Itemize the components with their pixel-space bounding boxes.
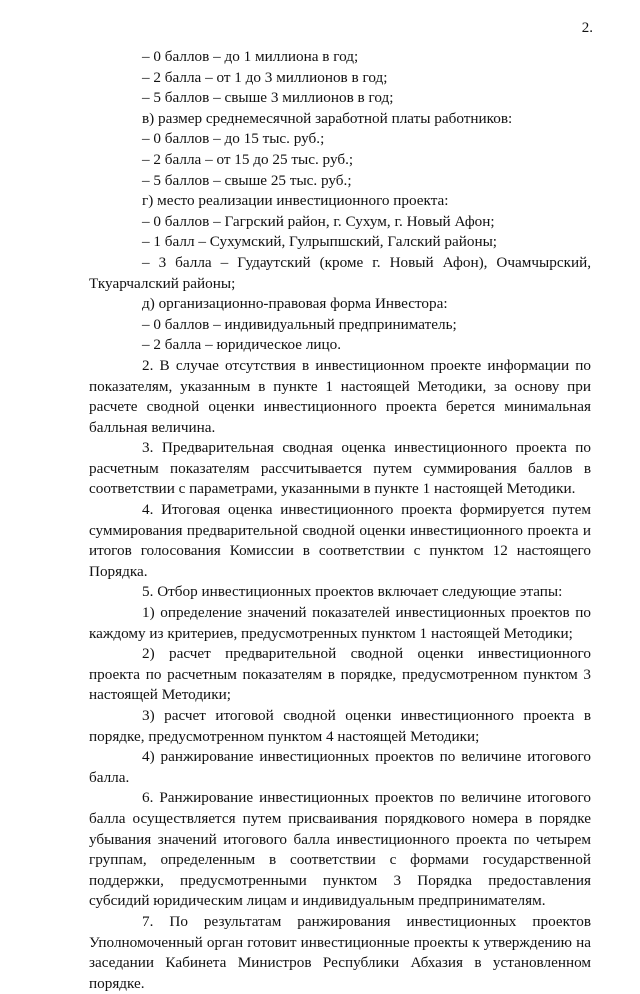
- paragraph-5-step-2: 2) расчет предварительной сводной оценки инвестиционного проекта по расчетным показателям в порядке, предусмотренном пунктом 3 настоящей Методики;: [89, 645, 591, 704]
- paragraph-5: 5. Отбор инвестиционных проектов включает следующие этапы:: [142, 583, 563, 601]
- paragraph-5-step-1: 1) определение значений показателей инвестиционных проектов по каждому из критериев, предусмотренных пунктом 1 настоящей Методики;: [89, 604, 591, 642]
- paragraph-4: 4. Итоговая оценка инвестиционного проекта формируется путем суммирования предварительной сводной оценки инвестиционного проекта и итогов голосования Комиссии в соответствии с пунктом 12 настоящего Порядка.: [89, 501, 591, 580]
- criterion-place-heading: г) место реализации инвестиционного проекта:: [142, 192, 449, 210]
- paragraph-5-step-3: 3) расчет итоговой сводной оценки инвестиционного проекта в порядке, предусмотренном пунктом 4 настоящей Методики;: [89, 707, 591, 745]
- criterion-form-item: – 0 баллов – индивидуальный предприниматель;: [142, 315, 457, 333]
- criterion-place-item: – 3 балла – Гудаутский (кроме г. Новый Афон), Очамчырский, Ткуарчалский районы;: [89, 253, 591, 292]
- paragraph-7: 7. По результатам ранжирования инвестиционных проектов Уполномоченный орган готовит инвестиционные проекты к утверждению на заседании Кабинета Министров Республики Абхазия в установленном порядке.: [89, 912, 591, 992]
- paragraph-6: 6. Ранжирование инвестиционных проектов по величине итогового балла осуществляется путем присваивания порядкового номера в порядке убывания значений итогового балла инвестиционного проекта по четырем группам, определенным в соответствии с формами государственной поддержки, предусмотренными пунктом 3 Порядка предоставления субсидий юридическим лицам и индивидуальным предпринимателям.: [89, 789, 591, 910]
- criterion-salary-item: – 2 балла – от 15 до 25 тыс. руб.;: [142, 150, 354, 168]
- criterion-place-item: – 0 баллов – Гагрский район, г. Сухум, г. Новый Афон;: [142, 212, 495, 230]
- criterion-income-item: – 5 баллов – свыше 3 миллионов в год;: [142, 89, 394, 107]
- criterion-place-item: – 1 балл – Сухумский, Гулрыпшский, Галский районы;: [142, 233, 497, 251]
- paragraph-2: 2. В случае отсутствия в инвестиционном проекте информации по показателям, указанным в пункте 1 настоящей Методики, за основу при расчете сводной оценки инвестиционного проекта берется минимальная балльная величина.: [89, 356, 591, 436]
- criterion-salary-heading: в) размер среднемесячной заработной платы работников:: [142, 109, 513, 127]
- paragraph-3: 3. Предварительная сводная оценка инвестиционного проекта по расчетным показателям рассчитывается путем суммирования баллов в соответствии с параметрами, указанными в пункте 1 настоящей Методики.: [89, 439, 591, 498]
- criterion-form-item: – 2 балла – юридическое лицо.: [142, 336, 342, 354]
- criterion-income-item: – 2 балла – от 1 до 3 миллионов в год;: [142, 68, 388, 86]
- criterion-income-item: – 0 баллов – до 1 миллиона в год;: [142, 48, 359, 65]
- criterion-salary-item: – 0 баллов – до 15 тыс. руб.;: [142, 130, 325, 148]
- document-body: [89, 47, 591, 994]
- paragraph-5-step-4: 4) ранжирование инвестиционных проектов по величине итогового балла.: [89, 748, 591, 786]
- criterion-form-heading: д) организационно-правовая форма Инвестора:: [142, 295, 448, 313]
- page-number: 2.: [581, 20, 593, 36]
- criterion-salary-item: – 5 баллов – свыше 25 тыс. руб.;: [142, 171, 352, 189]
